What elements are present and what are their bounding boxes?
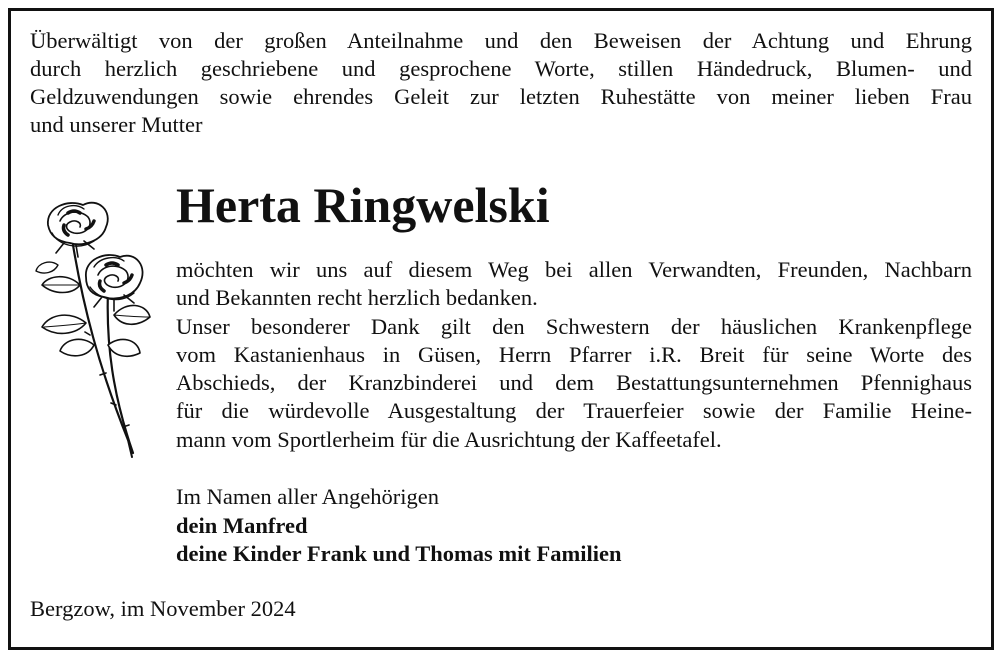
thanks-paragraph	[176, 256, 972, 454]
rose-icon	[28, 195, 153, 465]
intro-line: durch herzlich geschriebene und gesprochene Worte, stillen Händedruck, Blumen- und	[30, 56, 972, 81]
signature-children: deine Kinder Frank und Thomas mit Familien	[176, 541, 622, 566]
body-line: Abschieds, der Kranzbinderei und dem Bestattungsunternehmen Pfennighaus	[176, 370, 972, 396]
body-line: mann vom Sportlerheim für die Ausrichtung der Kaffeetafel.	[176, 426, 722, 452]
intro-line: und unserer Mutter	[30, 112, 203, 137]
intro-line: Überwältigt von der großen Anteilnahme und den Beweisen der Achtung und Ehrung	[30, 28, 972, 53]
intro-paragraph	[30, 27, 972, 139]
place-date: Bergzow, im November 2024	[30, 596, 296, 621]
body-line: für die würdevolle Ausgestaltung der Trauerfeier sowie der Familie Heine-	[176, 398, 972, 424]
body-line: möchten wir uns auf diesem Weg bei allen Verwandten, Freunden, Nachbarn	[176, 257, 972, 282]
deceased-name: Herta Ringwelski	[176, 177, 550, 233]
body-line: Unser besonderer Dank gilt den Schwestern der häuslichen Krankenpflege	[176, 313, 972, 339]
signature-intro: Im Namen aller Angehörigen	[176, 484, 440, 509]
intro-line: Geldzuwendungen sowie ehrendes Geleit zur letzten Ruhestätte von meiner lieben Frau	[30, 84, 972, 109]
body-line: und Bekannten recht herzlich bedanken.	[176, 285, 538, 311]
signature-husband: dein Manfred	[176, 512, 308, 538]
body-line: vom Kastanienhaus in Güsen, Herrn Pfarrer i.R. Breit für seine Worte des	[176, 341, 972, 367]
signature-block	[176, 483, 622, 569]
